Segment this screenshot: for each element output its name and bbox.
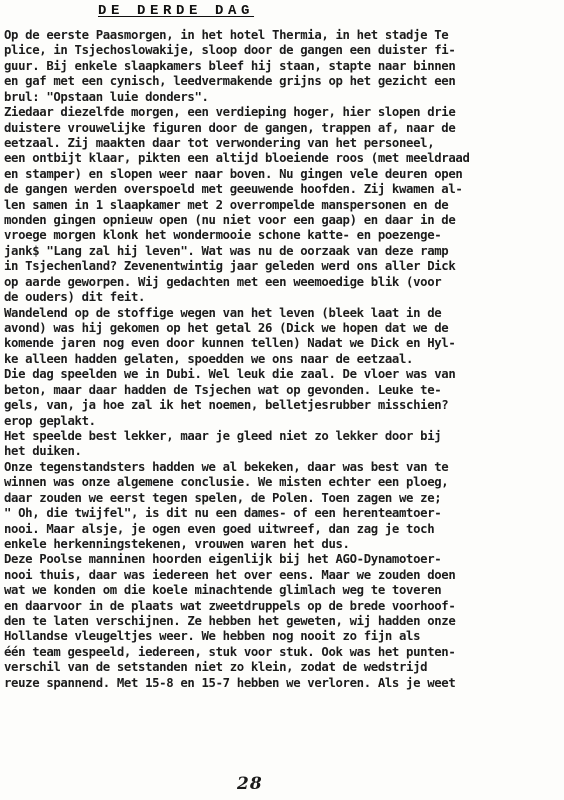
body-text: Op de eerste Paasmorgen, in het hotel Thermia, in het stadje Te plice, in Tsjechoslowakije, sloop door de gangen een duister fi- guur. Bij enkele slaapkamers bleef hij staan, stapte naar binnen en gaf met een cynisch, leedvermakende grijns op het gezicht een brul: "Opstaan luie donders". Ziedaar diezelfde morgen, een verdieping hoger, hier slopen drie duistere vrouwelijke figuren door de gangen, trappen af, naar de eetzaal. Zij maakten daar tot verwondering van het personeel, een ontbijt klaar, pikten een altijd bloeiende roos (met meeldraad en stamper) en slopen weer naar boven. Nu gingen vele deuren open de gangen werden overspoeld met geeuwende hoofden. Zij kwamen al- len samen in 1 slaapkamer met 2 overrompelde manspersonen en de monden gingen opnieuw open (nu niet voor een gaap) en daar in de vroege morgen klonk het wondermooie schone katte- en poezenge- jank$ "Lang zal hij leven". Wat was nu de oorzaak van deze ramp in Tsjechenland? Zevenentwintig jaar geleden werd ons aller Dick op aarde geworpen. Wij gedachten met een weemoedige blik (voor de ouders) dit feit. Wandelend op de stoffige wegen van het leven (bleek laat in de avond) was hij gekomen op het getal 26 (Dick we hopen dat we de komende jaren nog even door kunnen tellen) Nadat we Dick en Hyl- ke alleen hadden gelaten, spoedden we ons naar de eetzaal. Die dag speelden we in Dubi. Wel leuk die zaal. De vloer was van beton, maar daar hadden de Tsjechen wat op gevonden. Leuke te- gels, van, ja hoe zal ik het noemen, belletjesrubber misschien? erop geplakt. Het speelde best lekker, maar je gleed niet zo lekker door bij het duiken. Onze tegenstandsters hadden we al bekeken, daar was best van te winnen was onze algemene conclusie. We misten echter een ploeg, daar zouden we eerst tegen spelen, de Polen. Toen zagen we ze; " Oh, die twijfel", is dit nu een dames- of een herenteamtoer- nooi. Maar alsje, je ogen even goed uitwreef, dan zag je toch enkele herkenningstekenen, vrouwen waren het dus. Deze Poolse manninen hoorden eigenlijk bij het AGO-Dynamotoer- nooi thuis, daar was iedereen het over eens. Maar we zouden doen wat we konden om die koele minachtende glimlach weg te toveren en daarvoor in de plaats wat zweetdruppels op de brede voorhoof- den te laten verschijnen. Ze hebben het geweten, wij hadden onze Hollandse vleugeltjes weer. We hebben nog nooit zo fijn als één team gespeeld, iedereen, stuk voor stuk. Ook was het punten- verschil van de setstanden niet zo klein, zodat de wedstrijd reuze spannend. Met 15-8 en 15-7 hebben we verloren. Als je weet xyxy=(4,28,470,690)
page-heading: DE DERDE DAG xyxy=(98,3,255,19)
page-number: 28 xyxy=(237,774,263,794)
